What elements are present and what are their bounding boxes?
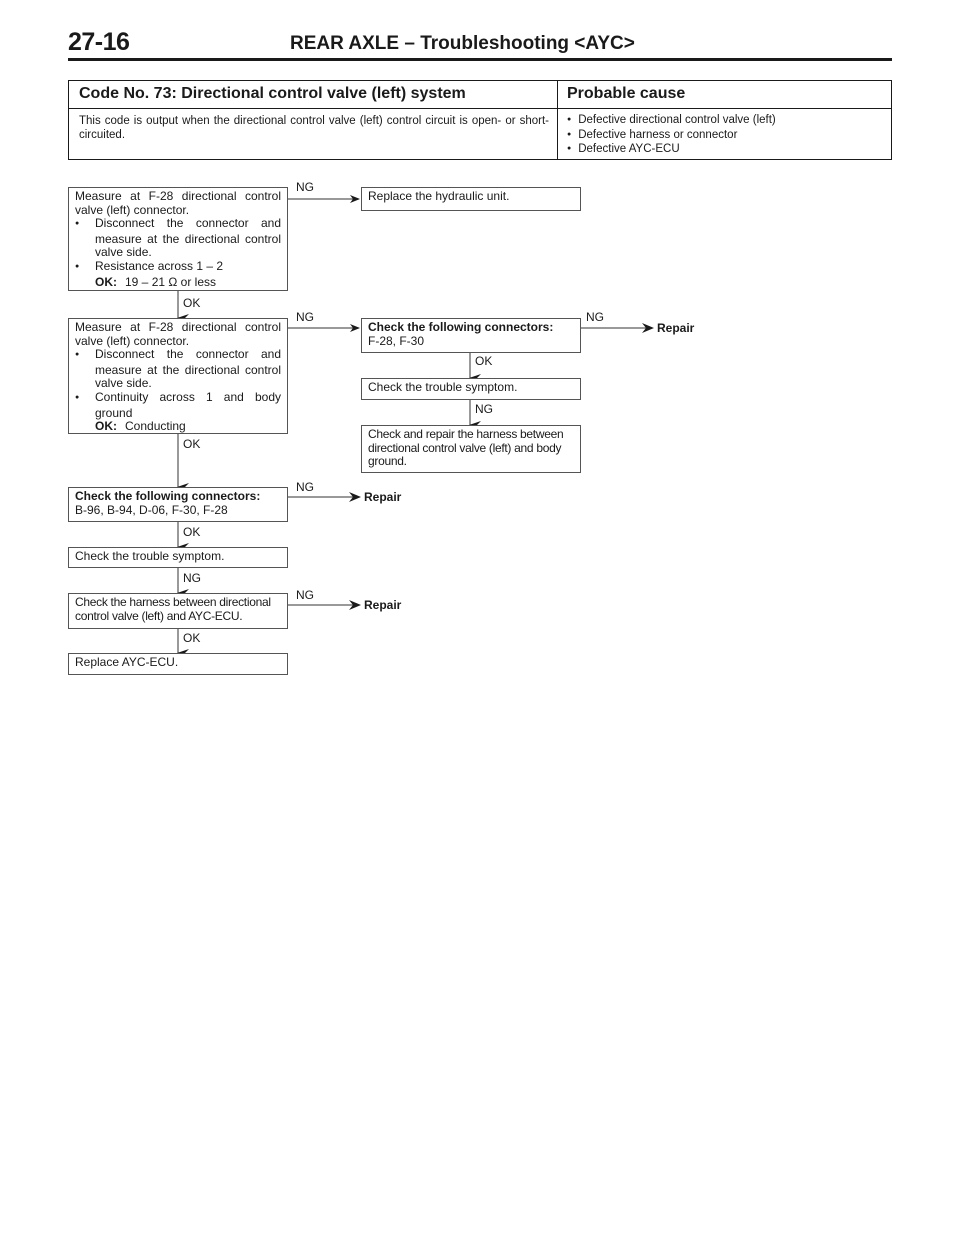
step1-measure-resistance-box <box>68 187 288 291</box>
step1-ok-key: OK: <box>95 274 117 289</box>
ok-label: OK <box>183 437 201 451</box>
check-connectors-value: F-28, F-30 <box>368 333 425 348</box>
repair-harness-body-ground-text: Check and repair the harness between directional control valve (left) and body ground. <box>368 427 564 469</box>
cause-item: ● Defective AYC-ECU <box>567 143 776 158</box>
probable-cause-heading: Probable cause <box>567 85 686 102</box>
replace-hydraulic-unit-box <box>361 187 581 211</box>
step1-ok <box>75 276 281 290</box>
check-connectors-value: B-96, B-94, D-06, F-30, F-28 <box>75 502 228 517</box>
step2-ok-key: OK: <box>95 419 117 434</box>
step2-item: ● Continuity across 1 and body ground <box>75 391 281 420</box>
check-connectors-f28-f30-box <box>361 318 581 353</box>
repair-label: Repair <box>657 321 695 335</box>
step1-ok-value: 19 – 21 Ω or less <box>125 274 217 289</box>
ok-label: OK <box>183 631 201 645</box>
ng-label: NG <box>296 310 314 324</box>
ng-label: NG <box>296 180 314 194</box>
step1-item: ● Resistance across 1 – 2 <box>75 260 281 276</box>
step2-line1: Measure at F-28 directional control <box>75 320 281 334</box>
check-connectors-title: Check the following connectors: <box>75 489 261 503</box>
check-trouble-symptom-text: Check the trouble symptom. <box>368 380 518 394</box>
replace-hydraulic-unit-text: Replace the hydraulic unit. <box>368 189 510 203</box>
check-trouble-symptom-text: Check the trouble symptom. <box>75 549 225 563</box>
step2-measure-continuity-box <box>68 318 288 434</box>
code-heading: Code No. 73: Directional control valve (left) system <box>79 85 466 102</box>
check-trouble-symptom-box <box>68 547 288 568</box>
replace-ayc-ecu-text: Replace AYC-ECU. <box>75 655 179 669</box>
step1-line2: valve (left) connector. <box>75 202 190 217</box>
cause-item: ● Defective directional control valve (left) <box>567 114 776 129</box>
cause-item: ● Defective harness or connector <box>567 129 776 144</box>
ok-label: OK <box>183 296 201 310</box>
check-connectors-b96-box <box>68 487 288 522</box>
check-connectors-title: Check the following connectors: <box>368 320 554 334</box>
step1-item: ● Disconnect the connector and measure at the directional control valve side. <box>75 217 281 260</box>
ng-label: NG <box>475 402 493 416</box>
repair-harness-body-ground-box <box>361 425 581 473</box>
ok-label: OK <box>183 525 201 539</box>
page-number: 27-16 <box>68 28 130 56</box>
repair-label: Repair <box>364 598 402 612</box>
ng-label: NG <box>183 571 201 585</box>
step1-line1: Measure at F-28 directional control <box>75 189 281 203</box>
ng-label: NG <box>296 480 314 494</box>
check-harness-ayc-ecu-box <box>68 593 288 629</box>
step2-line2: valve (left) connector. <box>75 333 190 348</box>
ng-label: NG <box>296 588 314 602</box>
code-description: This code is output when the directional control valve (left) control circuit is open- or short-circuited. <box>79 115 549 141</box>
replace-ayc-ecu-box <box>68 653 288 675</box>
check-harness-ayc-ecu-text: Check the harness between directional control valve (left) and AYC-ECU. <box>75 595 271 623</box>
step2-ok-value: Conducting <box>125 419 186 434</box>
ng-label: NG <box>586 310 604 324</box>
page-title: REAR AXLE – Troubleshooting <AYC> <box>290 33 635 54</box>
step2-item: ● Disconnect the connector and measure at the directional control valve side. <box>75 348 281 391</box>
ok-label: OK <box>475 354 493 368</box>
step2-ok <box>75 420 281 434</box>
repair-label: Repair <box>364 490 402 504</box>
check-trouble-symptom-box <box>361 378 581 400</box>
